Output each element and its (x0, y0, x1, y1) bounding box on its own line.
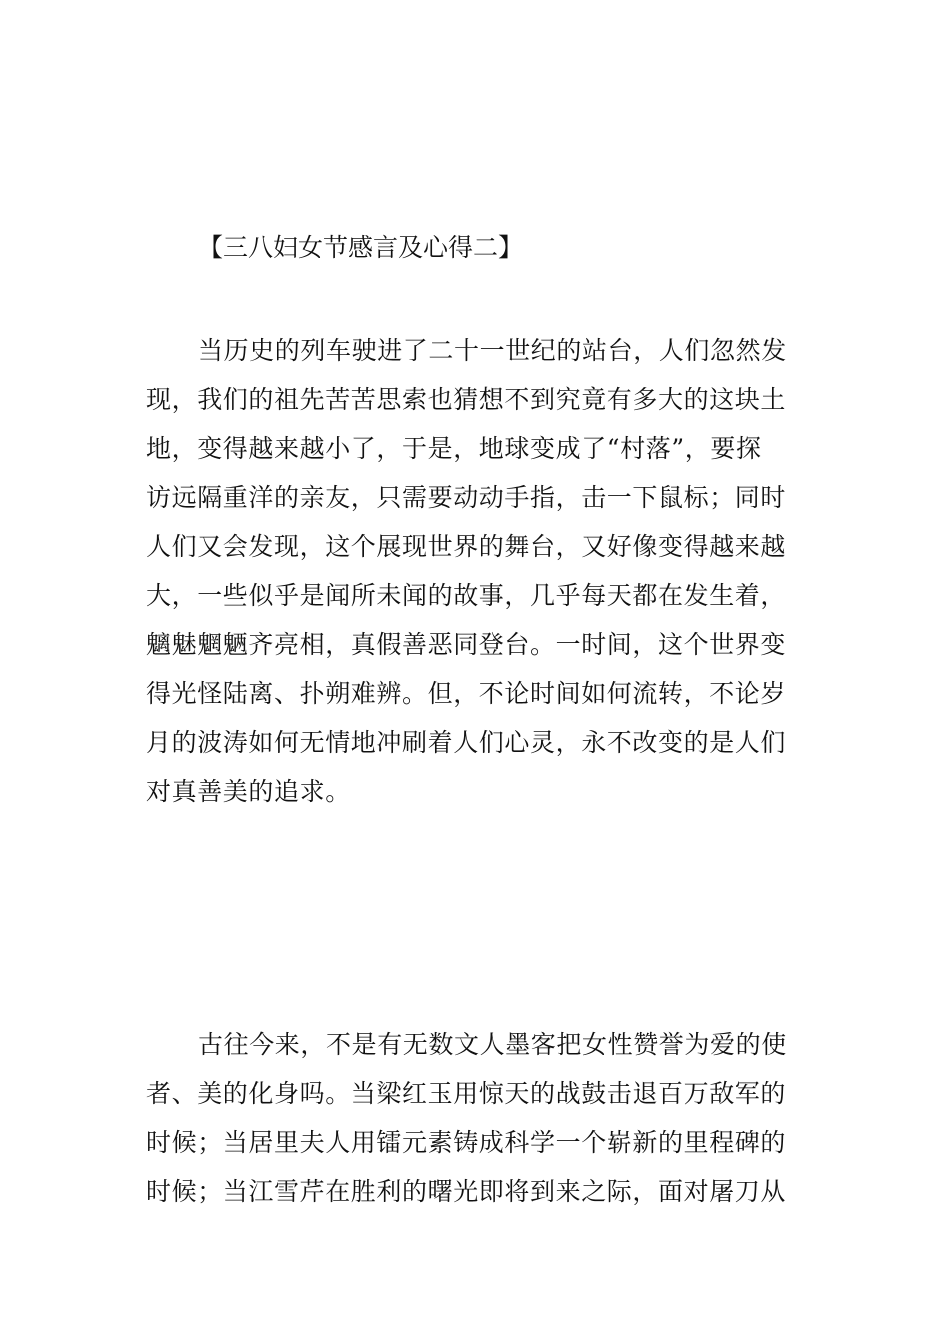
text-line: 当历史的列车驶进了二十一世纪的站台，人们忽然发 (198, 336, 787, 365)
text-line: 得光怪陆离、扑朔难辨。但，不论时间如何流转，不论岁 (146, 679, 787, 708)
text-line: 对真善美的追求。 (146, 777, 351, 806)
text-line: 访远隔重洋的亲友，只需要动动手指，击一下鼠标；同时 (146, 483, 787, 512)
text-line: 时候；当居里夫人用镭元素铸成科学一个崭新的里程碑的 (146, 1128, 787, 1157)
section-heading: 【三八妇女节感言及心得二】 (198, 233, 524, 262)
text-line: 地，变得越来越小了，于是，地球变成了“村落”，要探 (146, 434, 762, 463)
text-line: 大，一些似乎是闻所未闻的故事，几乎每天都在发生着， (146, 581, 787, 610)
paragraph-1 (146, 326, 806, 816)
text-line: 时候；当江雪芹在胜利的曙光即将到来之际，面对屠刀从 (146, 1177, 787, 1206)
text-line: 月的波涛如何无情地冲刷着人们心灵，永不改变的是人们 (146, 728, 787, 757)
text-line: 人们又会发现，这个展现世界的舞台，又好像变得越来越 (146, 532, 787, 561)
text-line: 古往今来，不是有无数文人墨客把女性赞誉为爱的使 (198, 1030, 787, 1059)
paragraph-2 (146, 1020, 806, 1216)
text-line: 者、美的化身吗。当梁红玉用惊天的战鼓击退百万敌军的 (146, 1079, 787, 1108)
text-line: 魑魅魍魉齐亮相，真假善恶同登台。一时间，这个世界变 (146, 630, 787, 659)
text-line: 现，我们的祖先苦苦思索也猜想不到究竟有多大的这块土 (146, 385, 787, 414)
